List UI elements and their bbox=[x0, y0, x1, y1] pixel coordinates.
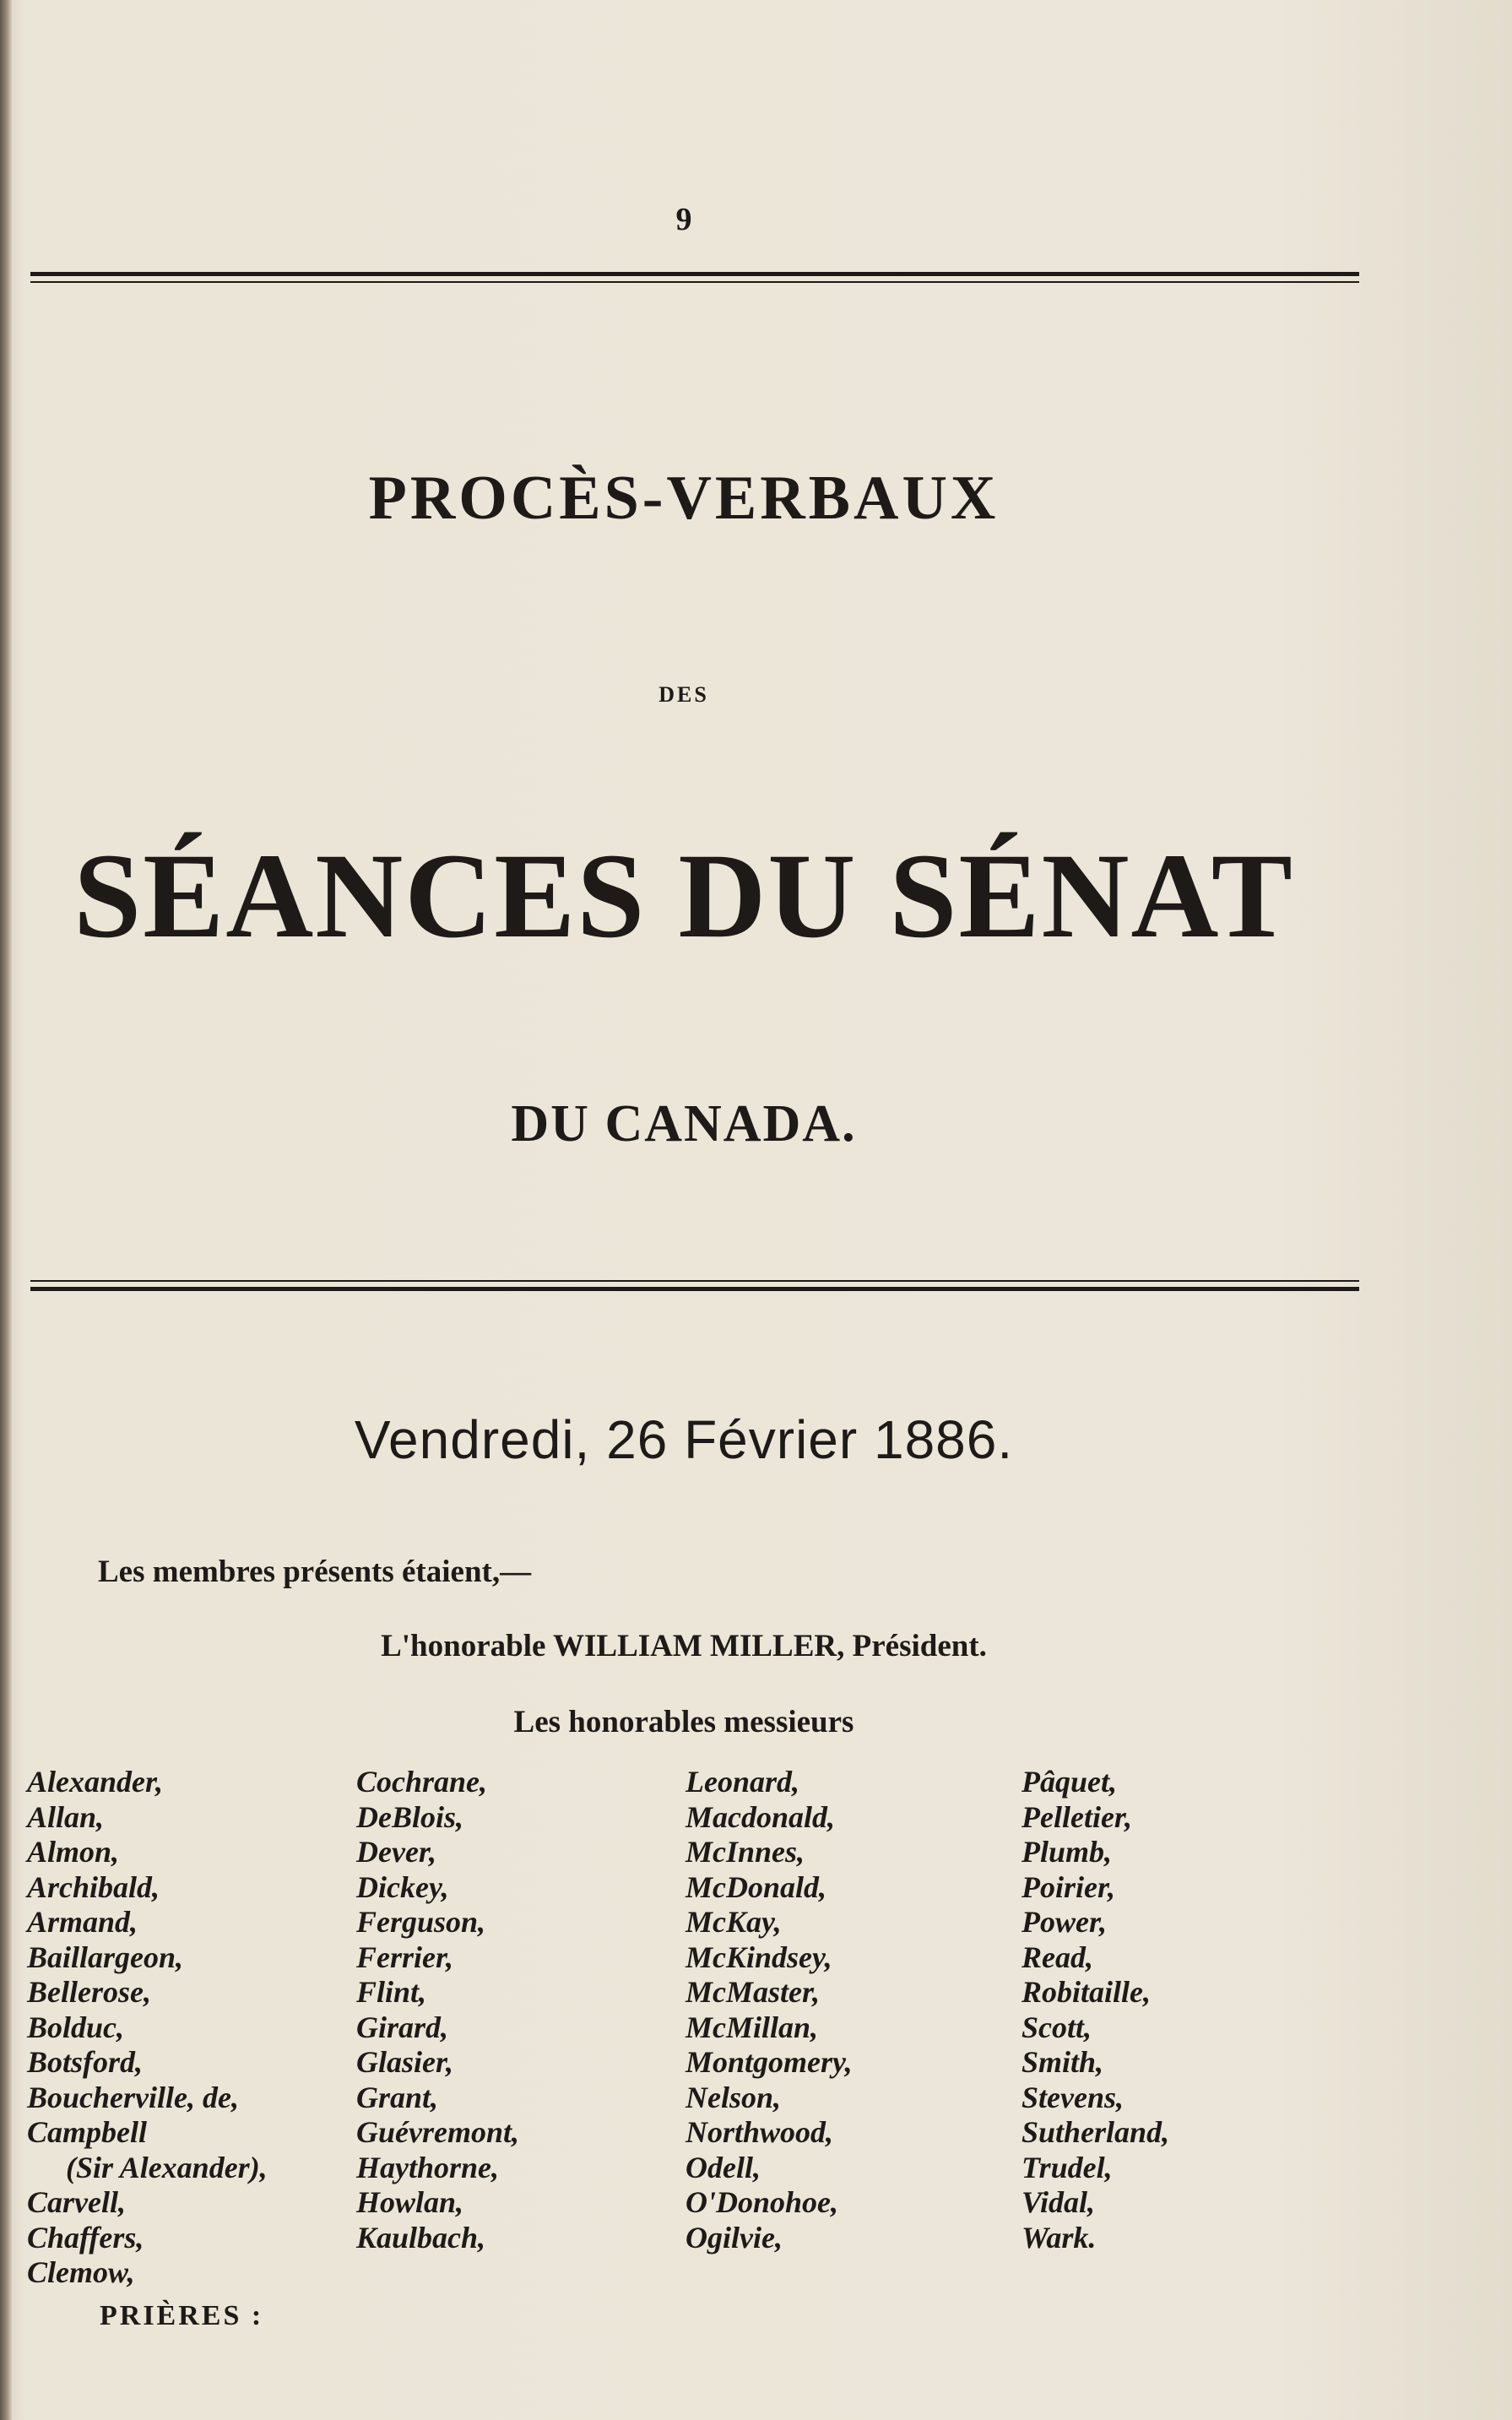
member-name: Kaulbach, bbox=[356, 2220, 486, 2255]
member-name: McMaster, bbox=[686, 1975, 821, 2009]
members-column-3 bbox=[686, 1765, 853, 2255]
member-name: Macdonald, bbox=[686, 1799, 836, 1834]
member-name: Odell, bbox=[686, 2150, 761, 2184]
title-proces-verbaux: PROCÈS-VERBAUX bbox=[368, 464, 1000, 533]
member-name: Haythorne, bbox=[356, 2150, 500, 2184]
member-name: Northwood, bbox=[686, 2115, 834, 2149]
member-name: Ferguson, bbox=[356, 1905, 486, 1939]
member-name: Carvell, bbox=[27, 2185, 126, 2219]
member-name: Howlan, bbox=[356, 2185, 464, 2219]
member-name: Power, bbox=[1022, 1905, 1108, 1939]
member-name: Montgomery, bbox=[686, 2045, 853, 2079]
member-name: Baillargeon, bbox=[27, 1940, 184, 1974]
member-name: Botsford, bbox=[27, 2045, 144, 2079]
member-name: Glasier, bbox=[356, 2045, 454, 2079]
member-name: McKindsey, bbox=[686, 1940, 832, 1974]
title-seances-du-senat: SÉANCES DU SÉNAT bbox=[73, 829, 1294, 963]
member-name: McInnes, bbox=[686, 1835, 805, 1869]
member-name: Chaffers, bbox=[27, 2220, 144, 2255]
member-name: Pâquet, bbox=[1022, 1765, 1117, 1799]
member-name: Sutherland, bbox=[1022, 2115, 1170, 2149]
member-name: Guévremont, bbox=[356, 2115, 519, 2149]
member-name: O'Donohoe, bbox=[686, 2185, 839, 2219]
member-name: Vidal, bbox=[1022, 2185, 1096, 2219]
title-des: DES bbox=[658, 682, 709, 707]
member-name: Campbell bbox=[27, 2115, 147, 2149]
binding-edge bbox=[0, 0, 12, 2420]
member-name: Bellerose, bbox=[27, 1975, 151, 2009]
members-present-intro: Les membres présents étaient,— bbox=[98, 1555, 532, 1589]
members-column-2 bbox=[356, 1765, 519, 2255]
bottom-double-rule bbox=[30, 1280, 1359, 1291]
member-name: Nelson, bbox=[686, 2080, 782, 2114]
member-name: McMillan, bbox=[686, 2010, 819, 2044]
members-list bbox=[27, 1765, 1344, 2297]
member-name: Read, bbox=[1022, 1940, 1093, 1974]
member-name: Archibald, bbox=[27, 1869, 160, 1904]
member-name: Ferrier, bbox=[356, 1940, 454, 1974]
sitting-date-heading: Vendredi, 26 Février 1886. bbox=[354, 1409, 1014, 1470]
member-name: Ogilvie, bbox=[686, 2220, 783, 2255]
page-number: 9 bbox=[675, 202, 692, 237]
member-name: Almon, bbox=[27, 1835, 120, 1869]
member-name: Armand, bbox=[27, 1905, 138, 1939]
member-name: McKay, bbox=[686, 1905, 782, 1939]
member-name: Clemow, bbox=[27, 2255, 135, 2289]
member-name: Robitaille, bbox=[1022, 1975, 1151, 2009]
member-name: Plumb, bbox=[1022, 1835, 1113, 1869]
members-column-4 bbox=[1022, 1765, 1169, 2255]
member-name: Alexander, bbox=[27, 1765, 164, 1799]
member-name: Stevens, bbox=[1022, 2080, 1124, 2114]
top-double-rule bbox=[30, 272, 1359, 283]
member-name-continuation: (Sir Alexander), bbox=[66, 2150, 268, 2184]
title-du-canada: DU CANADA. bbox=[511, 1095, 857, 1153]
member-name: Grant, bbox=[356, 2080, 439, 2114]
president-line: L'honorable WILLIAM MILLER, Président. bbox=[381, 1629, 987, 1663]
prayers-label: PRIÈRES : bbox=[100, 2300, 264, 2331]
members-column-1 bbox=[27, 1765, 268, 2291]
member-name: McDonald, bbox=[686, 1869, 827, 1904]
member-name: Cochrane, bbox=[356, 1765, 488, 1799]
member-name: Pelletier, bbox=[1022, 1799, 1132, 1834]
member-name: Wark. bbox=[1022, 2220, 1097, 2255]
member-name: Girard, bbox=[356, 2010, 449, 2044]
member-name: Poirier, bbox=[1022, 1869, 1116, 1904]
member-name: Trudel, bbox=[1022, 2150, 1113, 2184]
member-name: Scott, bbox=[1022, 2010, 1092, 2044]
member-name: Flint, bbox=[356, 1975, 427, 2009]
member-name: Allan, bbox=[27, 1799, 105, 1834]
member-name: Bolduc, bbox=[27, 2010, 125, 2044]
member-name: Boucherville, de, bbox=[27, 2080, 239, 2114]
member-name: Leonard, bbox=[686, 1765, 799, 1799]
member-name: Dickey, bbox=[356, 1869, 449, 1904]
member-name: Smith, bbox=[1022, 2045, 1104, 2079]
honorables-heading: Les honorables messieurs bbox=[513, 1705, 854, 1739]
member-name: DeBlois, bbox=[356, 1799, 464, 1834]
member-name: Dever, bbox=[356, 1835, 436, 1869]
